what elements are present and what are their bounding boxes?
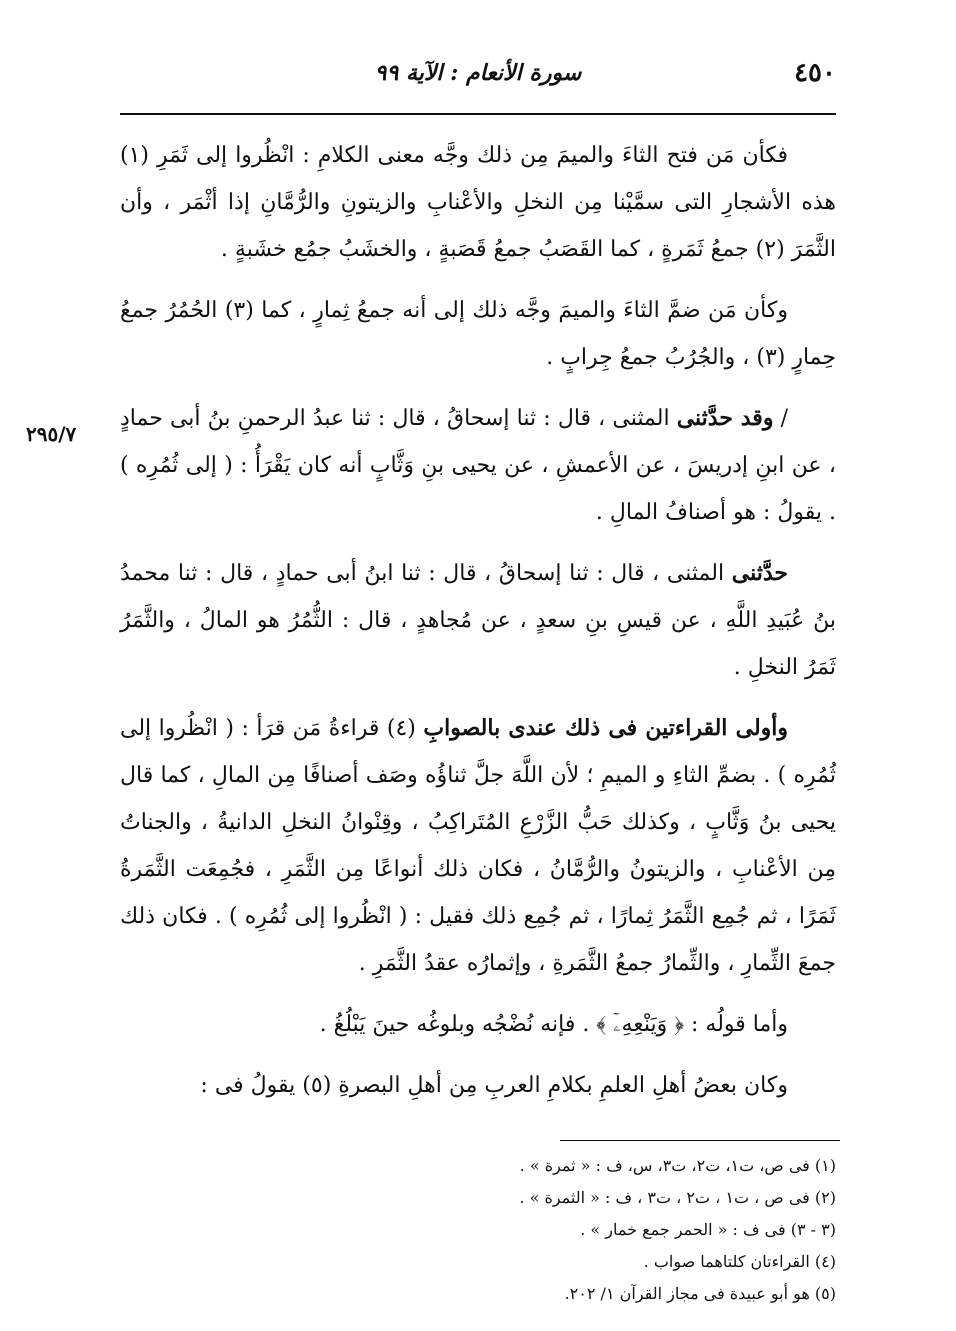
paragraph-5: وأولى القراءتين فى ذلك عندى بالصوابِ (٤) قراءةُ مَن قرَأ : ( انْظُروا إلى ثُمُرِه ) . بضمِّ الثاءِ و الميمِ ؛ لأن اللَّهَ جلَّ ثناؤُه وصَف أصنافًا مِن المالِ ، كما قال يحيى بنُ وَثَّابٍ ، وكذلك حَبُّ الزَّرْعِ المُتَراكِبُ ، وقِنْوانُ النخلِ الدانيةُ ، والجناتُ مِن الأعْنابِ ، والزيتونُ والرُّمَّانُ ، فكان ذلك أنواعًا مِن الثَّمَرِ ، فجُمِعَت الثَّمَرةُ ثَمَرًا ، ثم جُمِع الثَّمَرُ ثِمارًا ، ثم جُمِع ذلك فقيل : ( انْظُروا إلى ثُمُرِه ) . فكان ذلك جمعَ الثِّمارِ ، والثِّمارُ جمعُ الثَّمَرةِ ، وإثمارُه عقدُ الثَّمَرِ .: [120, 715, 836, 976]
bold-phrase: وقد حدَّثنى: [676, 405, 774, 431]
footnote-4: (٤) القراءتان كلتاهما صواب .: [643, 1252, 836, 1271]
footnote-rule: [560, 1140, 840, 1141]
bold-phrase: حدَّثنى: [731, 560, 788, 586]
paragraph-3: / وقد حدَّثنى المثنى ، قال : ثنا إسحاقُ ، قال : ثنا عبدُ الرحمنِ بنُ أبى حمادٍ ، عن ابنِ إدريسَ ، عن الأعمشِ ، عن يحيى بنِ وَثَّابٍ أنه كان يَقْرَأُ : ( إلى ثُمُرِه ) . يقولُ : هو أصنافُ المالِ .: [120, 405, 836, 525]
footnotes: [120, 1150, 836, 1310]
main-text: [120, 132, 836, 1123]
margin-reference: ٢٩٥/٧: [26, 422, 77, 446]
bold-phrase: وأولى القراءتين فى ذلك عندى بالصوابِ: [423, 715, 789, 741]
footnote-1: (١) فى ص، ت١، ت٢، ت٣، س، ف : « ثمرة » .: [519, 1156, 836, 1175]
footnote-5: (٥) هو أبو عبيدة فى مجاز القرآن ١/ ٢٠٢.: [564, 1284, 836, 1303]
paragraph-2: وكأن مَن ضمَّ الثاءَ والميمَ وجَّه ذلك إلى أنه جمعُ ثِمارٍ ، كما (٣) الحُمُرُ جمعُ حِمارٍ (٣) ، والجُرُبُ جمعُ جِرابٍ .: [120, 298, 836, 370]
footnote-3: (٣ - ٣) فى ف : « الحمر جمع خمار » .: [580, 1220, 836, 1239]
paragraph-4: حدَّثنى المثنى ، قال : ثنا إسحاقُ ، قال : ثنا ابنُ أبى حمادٍ ، قال : ثنا محمدُ بنُ عُبَيدِ اللَّهِ ، عن قيسِ بنِ سعدٍ ، عن مُجاهدٍ ، قال : الثُّمُرُ هو المالُ ، والثَّمَرُ ثَمَرُ النخلِ .: [120, 560, 836, 680]
running-title: سورة الأنعام : الآية ٩٩: [374, 60, 582, 86]
header-rule: [120, 113, 836, 115]
page-number: ٤٥٠: [794, 58, 836, 88]
paragraph-6: وأما قولُه : ﴿ وَيَنْعِهِۦٓ ﴾ . فإنه نُضْجُه وبلوغُه حينَ يَبْلُغُ .: [319, 1012, 788, 1037]
paragraph-7: وكان بعضُ أهلِ العلمِ بكلامِ العربِ مِن أهلِ البصرةِ (٥) يقولُ فى :: [200, 1073, 788, 1098]
footnote-2: (٢) فى ص ، ت١ ، ت٢ ، ت٣ ، ف : « الثمرة » .: [519, 1188, 836, 1207]
paragraph-1: فكأن مَن فتح الثاءَ والميمَ مِن ذلك وجَّه معنى الكلامِ : انْظُروا إلى ثَمَرِ (١) هذه الأشجارِ التى سمَّيْنا مِن النخلِ والأعْنابِ والزيتونِ والرُّمَّانِ إذا أثْمَر ، وأن الثَّمَرَ (٢) جمعُ ثَمَرةٍ ، كما القَصَبُ جمعُ قَصَبةٍ ، والخشَبُ جمُع خشَبةٍ .: [120, 143, 836, 262]
page-header: [120, 58, 836, 98]
